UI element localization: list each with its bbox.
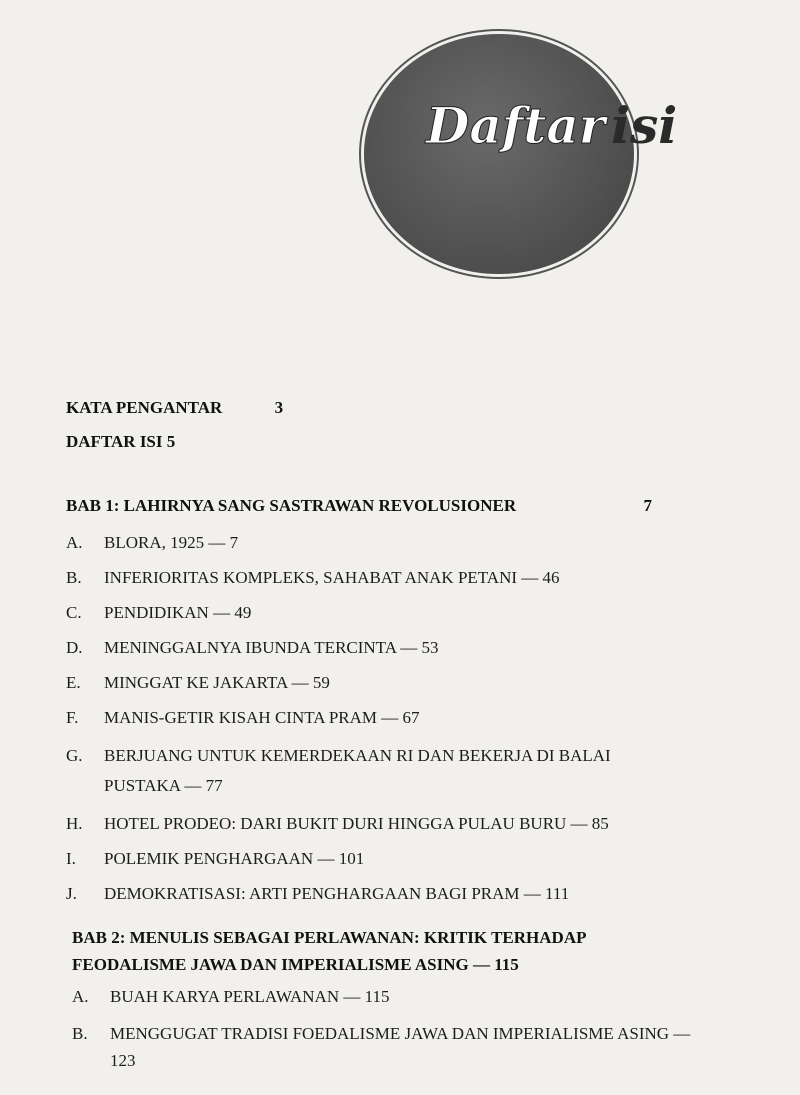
chapter-2-list bbox=[72, 985, 712, 1074]
chapter-1-list bbox=[66, 531, 706, 906]
item-letter: B. bbox=[66, 568, 82, 587]
list-item bbox=[66, 882, 706, 906]
list-item bbox=[66, 601, 706, 625]
item-letter: I. bbox=[66, 849, 76, 868]
item-text: BLORA, 1925 — 7 bbox=[104, 533, 239, 552]
toc-entry-label: KATA PENGANTAR bbox=[66, 398, 223, 417]
item-letter: F. bbox=[66, 708, 79, 727]
bleed-through-text bbox=[690, 58, 696, 75]
chapter-title: BAB 1: LAHIRNYA SANG SASTRAWAN REVOLUSIONER bbox=[66, 496, 517, 515]
item-letter: E. bbox=[66, 673, 81, 692]
item-letter: B. bbox=[72, 1024, 88, 1043]
item-text: PENDIDIKAN — 49 bbox=[104, 603, 252, 622]
item-text: HOTEL PRODEO: DARI BUKIT DURI HINGGA PULAU BURU — 85 bbox=[104, 814, 609, 833]
item-text: MANIS-GETIR KISAH CINTA PRAM — 67 bbox=[104, 708, 420, 727]
list-item bbox=[66, 636, 706, 660]
chapter-1-heading bbox=[66, 496, 652, 516]
list-item bbox=[66, 847, 706, 871]
toc-entry-daftar-isi bbox=[66, 432, 175, 452]
list-item bbox=[72, 985, 712, 1009]
list-item bbox=[66, 531, 706, 555]
toc-entry-kata-pengantar bbox=[66, 398, 283, 418]
chapter-2-heading bbox=[72, 924, 586, 978]
item-letter: G. bbox=[66, 746, 83, 765]
item-text: BUAH KARYA PERLAWANAN — 115 bbox=[110, 987, 390, 1006]
item-letter: D. bbox=[66, 638, 83, 657]
toc-entry-label: DAFTAR ISI 5 bbox=[66, 432, 176, 451]
item-text: MENINGGALNYA IBUNDA TERCINTA — 53 bbox=[104, 638, 439, 657]
chapter-title-line-2: FEODALISME JAWA DAN IMPERIALISME ASING — 115 bbox=[72, 955, 519, 974]
list-item bbox=[66, 566, 706, 590]
item-text: MENGGUGAT TRADISI FOEDALISME JAWA DAN IMPERIALISME ASING — 123 bbox=[110, 1024, 691, 1070]
page-title-word-1: Daftar bbox=[426, 96, 606, 155]
item-text: DEMOKRATISASI: ARTI PENGHARGAAN BAGI PRAM — 111 bbox=[104, 884, 570, 903]
item-letter: A. bbox=[72, 987, 89, 1006]
page-title bbox=[426, 96, 677, 166]
chapter-title-line-1: BAB 2: MENULIS SEBAGAI PERLAWANAN: KRITIK TERHADAP bbox=[72, 928, 587, 947]
item-letter: H. bbox=[66, 814, 83, 833]
chapter-page: 7 bbox=[643, 496, 652, 515]
page-title-word-2: isi bbox=[611, 96, 678, 155]
item-text: POLEMIK PENGHARGAAN — 101 bbox=[104, 849, 365, 868]
item-letter: C. bbox=[66, 603, 82, 622]
list-item bbox=[66, 812, 706, 836]
item-letter: A. bbox=[66, 533, 83, 552]
list-item bbox=[66, 706, 706, 730]
list-item bbox=[66, 741, 666, 801]
item-text: BERJUANG UNTUK KEMERDEKAAN RI DAN BEKERJA DI BALAI PUSTAKA — 77 bbox=[104, 746, 611, 795]
toc-entry-page: 3 bbox=[274, 398, 284, 417]
item-text: MINGGAT KE JAKARTA — 59 bbox=[104, 673, 330, 692]
item-letter: J. bbox=[66, 884, 77, 903]
item-text: INFERIORITAS KOMPLEKS, SAHABAT ANAK PETANI — 46 bbox=[104, 568, 560, 587]
list-item bbox=[66, 671, 706, 695]
list-item bbox=[72, 1020, 707, 1074]
